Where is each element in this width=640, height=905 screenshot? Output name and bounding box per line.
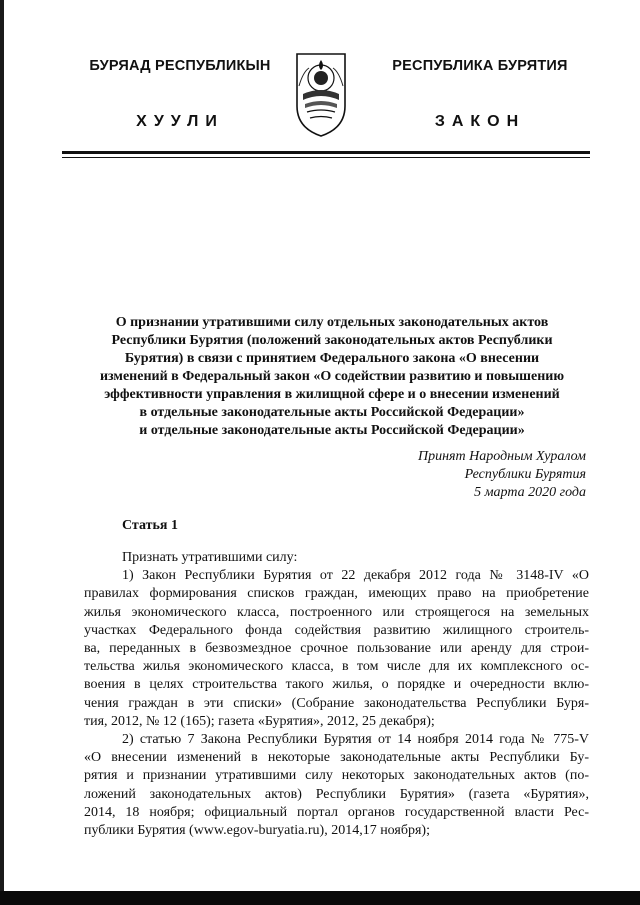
republic-name-russian: РЕСПУБЛИКА БУРЯТИЯ <box>392 58 568 74</box>
header-rule-thin <box>62 157 590 158</box>
law-word-buryat: ХУУЛИ <box>136 113 224 130</box>
law-word-russian: ЗАКОН <box>434 113 526 130</box>
body-line: тия, 2012, № 12 (165); газета «Бурятия», 2012, 25 декабря); <box>84 713 435 729</box>
article-heading: Статья 1 <box>122 518 178 533</box>
title-line: эффективности управления в жилищной сфере и о внесении изменений <box>104 387 560 402</box>
title-line: в отдельные законодательные акты Российской Федерации» <box>139 405 525 420</box>
scan-left-edge <box>0 0 4 905</box>
law-title <box>70 314 594 440</box>
adoption-date: 5 марта 2020 года <box>474 485 586 500</box>
body-line: 2014, 18 ноября; официальный портал органов государственной власти Рес- <box>84 804 589 820</box>
body-line: рятия и признании утратившими силу некоторых законодательных актов (по- <box>84 768 589 784</box>
header-rule-thick <box>62 151 590 154</box>
title-line: изменений в Федеральный закон «О содействии развитию и повышению <box>99 369 565 384</box>
title-line: и отдельные законодательные акты Российской Федерации» <box>139 423 525 438</box>
scan-bottom-edge <box>0 891 640 905</box>
body-line: правилах формирования списков граждан, имеющих право на приобретение <box>84 586 589 602</box>
title-line: Республики Бурятия (положений законодательных актов Республики <box>111 333 553 348</box>
adoption-note <box>418 448 586 502</box>
body-line: 2) статью 7 Закона Республики Бурятия от 14 ноября 2014 года № 775-V <box>122 732 589 748</box>
adoption-line-2: Республики Бурятия <box>464 467 586 482</box>
body-line: тельства жилья экономического класса, в том числе для их комплексного ос- <box>84 659 589 675</box>
body-line: воения в целях строительства такого жилья, о порядке и очередности вклю- <box>84 677 589 693</box>
body-line: жилья экономического класса, построенного или строящегося на земельных <box>84 604 589 620</box>
body-line: участках Федерального фонда содействия развитию жилищного строитель- <box>84 622 589 638</box>
title-line: О признании утратившими силу отдельных законодательных актов <box>115 315 549 330</box>
body-line: 1) Закон Республики Бурятия от 22 декабря 2012 года № 3148-IV «О <box>122 568 589 584</box>
article-body <box>84 549 589 840</box>
title-line: Бурятия) в связи с принятием Федерального закона «О внесении <box>124 351 540 366</box>
coat-of-arms-icon <box>293 50 349 138</box>
republic-name-buryat: БУРЯАД РЕСПУБЛИКЫН <box>89 58 271 74</box>
body-line: ложений законодательных актов) Республики Бурятия» (газета «Бурятия», <box>84 786 589 802</box>
body-line: чения граждан в эти списки» (Собрание законодательства Республики Буря- <box>84 695 589 711</box>
article-intro: Признать утратившими силу: <box>122 550 298 565</box>
adoption-line-1: Принят Народным Хуралом <box>417 449 586 464</box>
body-line: «О внесении изменений в некоторые законодательные акты Республики Бу- <box>84 750 589 766</box>
body-line: публики Бурятия (www.egov-buryatia.ru), 2014,17 ноября); <box>84 823 430 839</box>
body-line: ва, переданных в безвозмездное срочное пользование или аренду для строи- <box>84 641 589 657</box>
